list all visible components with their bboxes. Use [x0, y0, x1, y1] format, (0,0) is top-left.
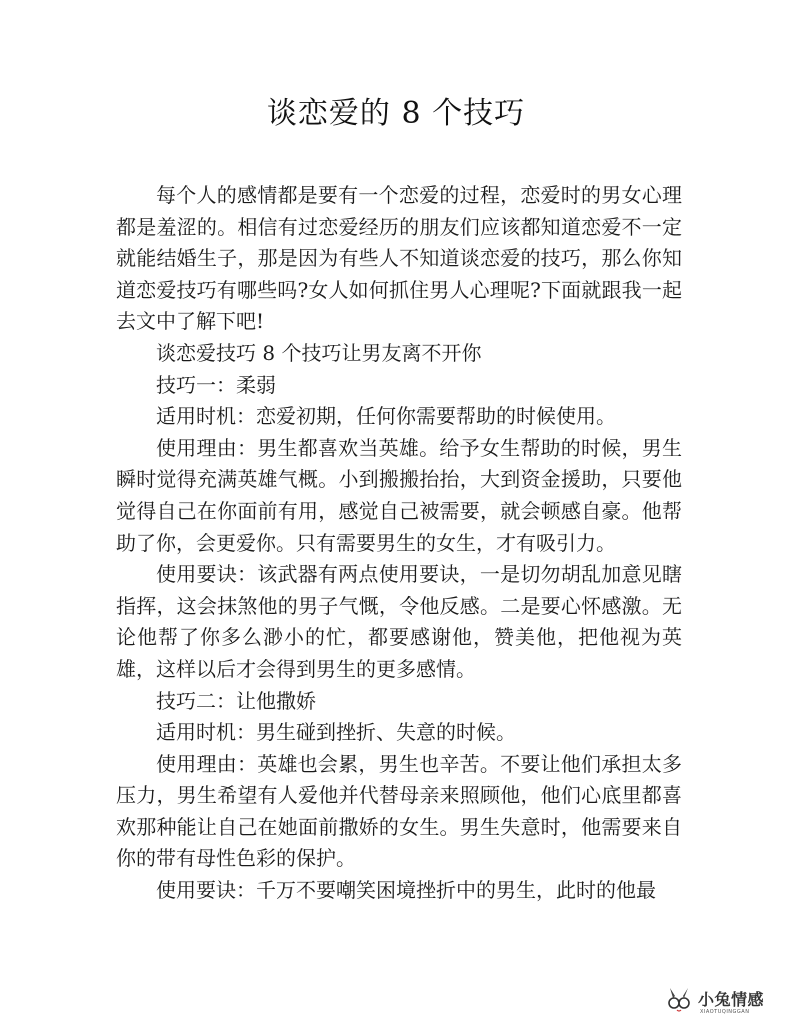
tip-one-timing: 适用时机：恋爱初期，任何你需要帮助的时候使用。 [156, 404, 616, 429]
tip-one-reason: 使用理由：男生都喜欢当英雄。给予女生帮助的时候，男生瞬时觉得充满英雄气概。小到搬搬抬抬，大到资金援助，只要他觉得自己在你面前有用，感觉自己被需要，就会顿感自豪。他帮助了你，会更爱你。只有需要男生的女生，才有吸引力。 [116, 435, 682, 555]
tip-two-reason: 使用理由：英雄也会累，男生也辛苦。不要让他们承担太多压力，男生希望有人爱他并代替母亲来照顾他，他们心底里都喜欢那种能让自己在她面前撒娇的女生。男生失意时，他需要来自你的带有母性色彩的保护。 [116, 751, 682, 871]
watermark-subtitle: XIAOTUQINGGAN [700, 1009, 750, 1015]
document-body [116, 180, 682, 907]
tip-two-timing: 适用时机：男生碰到挫折、失意的时候。 [156, 720, 516, 745]
watermark-logo [664, 985, 772, 1019]
subheading-paragraph: 谈恋爱技巧 8 个技巧让男友离不开你 [156, 340, 482, 365]
tip-one-key-points: 使用要诀：该武器有两点使用要诀，一是切勿胡乱加意见瞎指挥，这会抹煞他的男子气慨，令他反感。二是要心怀感激。无论他帮了你多么渺小的忙，都要感谢他，赞美他，把他视为英雄，这样以后才会得到男生的更多感情。 [116, 562, 682, 681]
tip-two-heading: 技巧二：让他撒娇 [156, 688, 316, 713]
rabbit-glasses-icon [664, 987, 694, 1015]
intro-paragraph: 每个人的感情都是要有一个恋爱的过程，恋爱时的男女心理都是羞涩的。相信有过恋爱经历的朋友们应该都知道恋爱不一定就能结婚生子，那是因为有些人不知道谈恋爱的技巧，那么你知道恋爱技巧有哪些吗?女人如何抓住男人心理呢?下面就跟我一起去文中了解下吧! [116, 183, 682, 334]
tip-one-heading: 技巧一：柔弱 [156, 372, 276, 397]
page-title: 谈恋爱的 8 个技巧 [266, 96, 526, 131]
watermark-name: 小兔情感 [698, 990, 765, 1009]
tip-two-key-points: 使用要诀：千万不要嘲笑困境挫折中的男生，此时的他最 [156, 878, 656, 903]
